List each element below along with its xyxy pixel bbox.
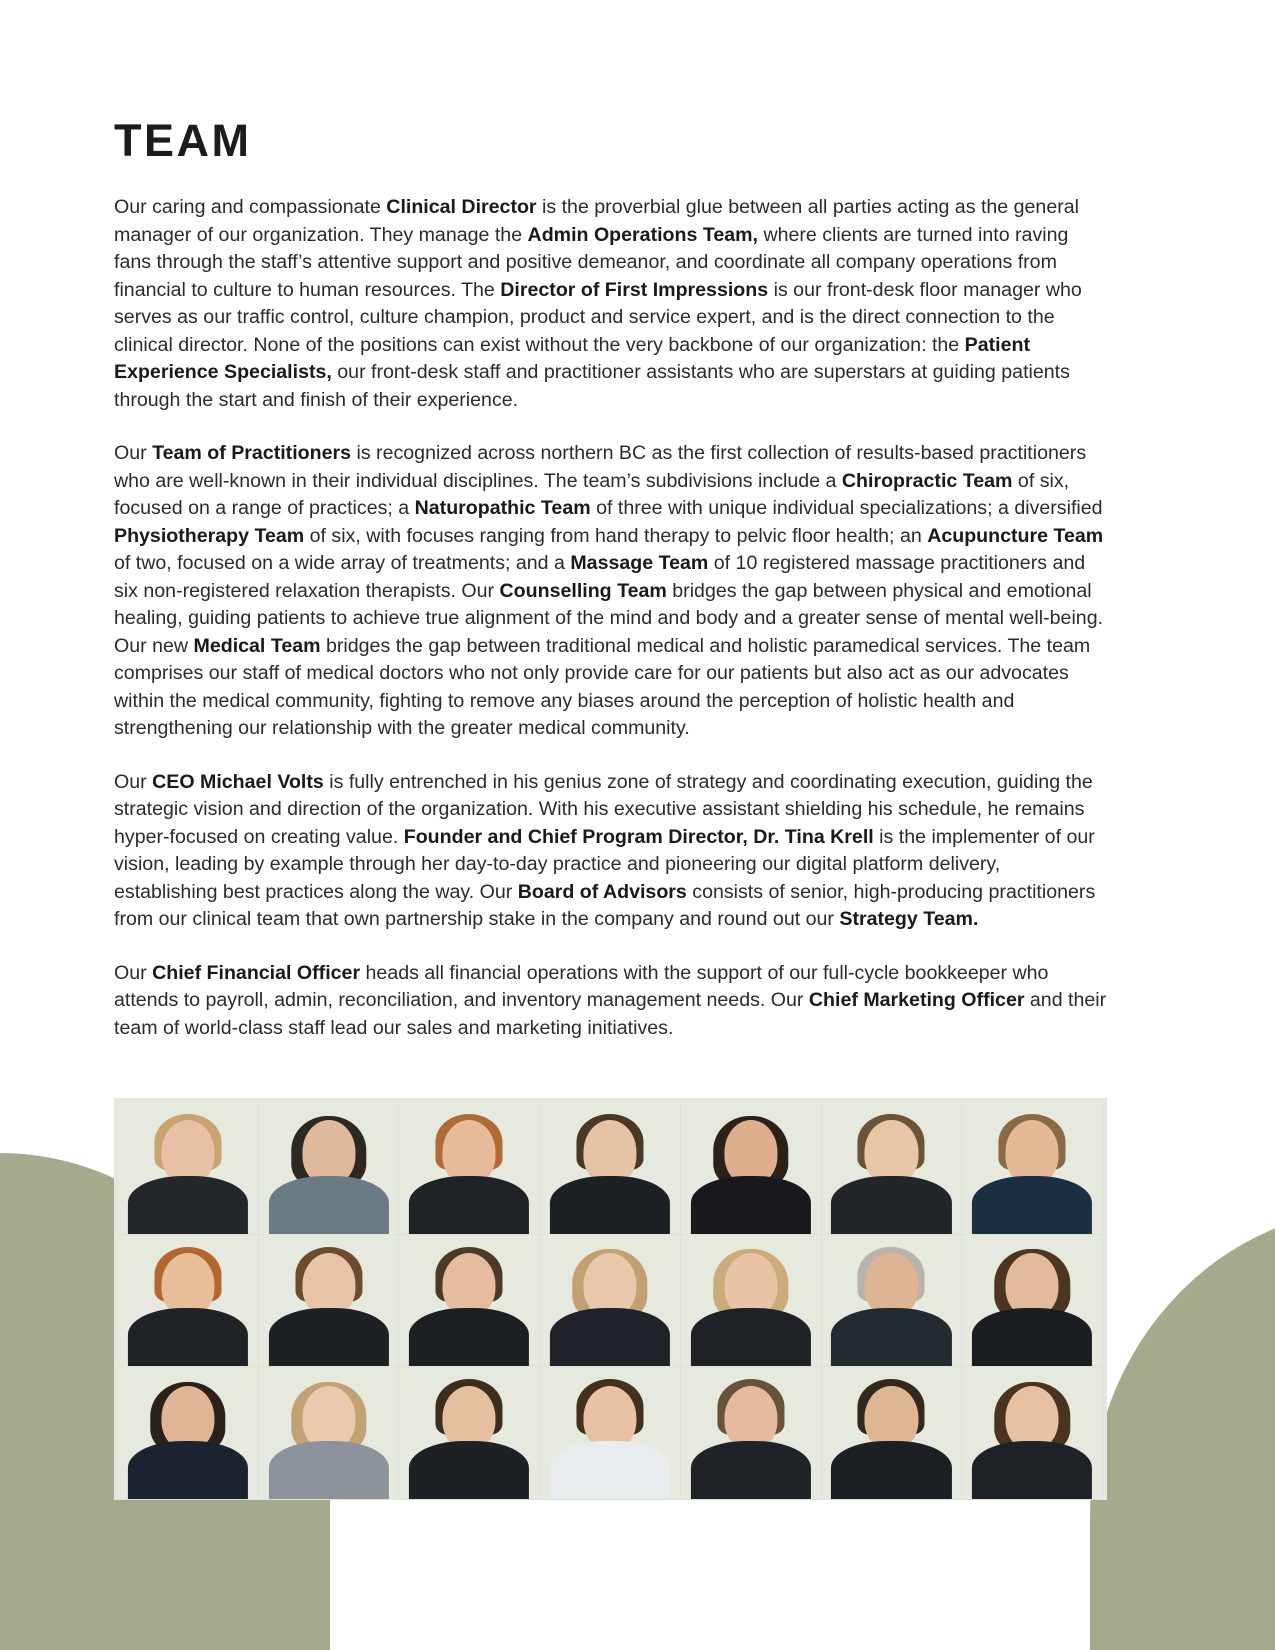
portrait-figure [259,1102,399,1234]
team-member-photo [259,1102,400,1235]
portrait-torso [972,1176,1092,1234]
team-member-photo [118,1235,259,1368]
portrait-torso [268,1176,388,1234]
portrait-figure [822,1102,962,1234]
portrait-torso [268,1441,388,1499]
portrait-figure [822,1367,962,1499]
team-member-photo [822,1367,963,1500]
portrait-torso [550,1176,670,1234]
portrait-figure [399,1235,539,1367]
portrait-torso [550,1308,670,1366]
team-member-photo [118,1102,259,1235]
team-photo-grid [118,1102,1103,1500]
portrait-torso [409,1441,529,1499]
paragraph-4: Our Chief Financial Officer heads all financial operations with the support of our full-cycle bookkeeper who attends to payroll, admin, reconciliation, and inventory management needs. Our Chief Marketing Officer and their team of world-class staff lead our sales and marketing initiatives. [114,961,1107,1039]
portrait-figure [822,1235,962,1367]
team-member-photo [962,1102,1103,1235]
portrait-figure [399,1102,539,1234]
portrait-torso [691,1308,811,1366]
team-member-photo [399,1102,540,1235]
paragraph-3: Our CEO Michael Volts is fully entrenched in his genius zone of strategy and coordinating execution, guiding the strategic vision and direction of the organization. With his executive assistant shielding his schedule, he remains hyper-focused on creating value. Founder and Chief Program Director, Dr. Tina Krell is the implementer of our vision, leading by example through her day-to-day practice and pioneering our digital platform delivery, establishing best practices along the way. Our Board of Advisors consists of senior, high-producing practitioners from our clinical team that own partnership stake in the company and round out our Strategy Team. [114,770,1096,930]
portrait-figure [962,1235,1102,1367]
team-member-photo [540,1235,681,1368]
portrait-figure [681,1235,821,1367]
team-member-photo [259,1235,400,1368]
portrait-torso [268,1308,388,1366]
portrait-figure [118,1235,258,1367]
team-member-photo [540,1102,681,1235]
portrait-torso [128,1308,248,1366]
portrait-figure [540,1102,680,1234]
team-member-photo [399,1367,540,1500]
portrait-torso [972,1308,1092,1366]
team-photo-panel [114,1098,1107,1500]
portrait-torso [128,1176,248,1234]
portrait-figure [681,1102,821,1234]
body-copy [114,194,1107,1042]
team-member-photo [399,1235,540,1368]
portrait-torso [691,1441,811,1499]
portrait-torso [550,1441,670,1499]
portrait-torso [831,1176,951,1234]
portrait-figure [540,1367,680,1499]
portrait-figure [259,1367,399,1499]
paragraph-2: Our Team of Practitioners is recognized across northern BC as the first collection of results-based practitioners who are well-known in their individual disciplines. The team’s subdivisions include a Chiropractic Team of six, focused on a range of practices; a Naturopathic Team of three with unique individual specializations; a diversified Physiotherapy Team of six, with focuses ranging from hand therapy to pelvic floor health; an Acupuncture Team of two, focused on a wide array of treatments; and a Massage Team of 10 registered massage practitioners and six non-registered relaxation therapists. Our Counselling Team bridges the gap between physical and emotional healing, guiding patients to achieve true alignment of the mind and body and a greater sense of mental well-being. Our new Medical Team bridges the gap between traditional medical and holistic paramedical services. The team comprises our staff of medical doctors who not only provide care for our patients but also act as our advocates within the medical community, fighting to remove any biases around the perception of holistic health and strengthening our relationship with the greater medical community. [114,442,1104,739]
portrait-torso [128,1441,248,1499]
team-member-photo [681,1235,822,1368]
portrait-figure [259,1235,399,1367]
team-member-photo [118,1367,259,1500]
portrait-torso [691,1176,811,1234]
team-member-photo [681,1367,822,1500]
decorative-shape-right [1090,1208,1275,1650]
portrait-torso [831,1308,951,1366]
portrait-figure [962,1102,1102,1234]
page-title: TEAM [114,115,252,166]
team-member-photo [962,1367,1103,1500]
portrait-figure [118,1102,258,1234]
team-member-photo [822,1235,963,1368]
portrait-torso [409,1308,529,1366]
portrait-torso [409,1176,529,1234]
team-member-photo [822,1102,963,1235]
portrait-figure [962,1367,1102,1499]
team-member-photo [259,1367,400,1500]
portrait-figure [118,1367,258,1499]
paragraph-1: Our caring and compassionate Clinical Director is the proverbial glue between all parties acting as the general manager of our organization. They manage the Admin Operations Team, where clients are turned into raving fans through the staff’s attentive support and positive demeanor, and coordinate all company operations from financial to culture to human resources. The Director of First Impressions is our front-desk floor manager who serves as our traffic control, culture champion, product and service expert, and is the direct connection to the clinical director. None of the positions can exist without the very backbone of our organization: the Patient Experience Specialists, our front-desk staff and practitioner assistants who are superstars at guiding patients through the start and finish of their experience. [114,196,1082,411]
portrait-figure [399,1367,539,1499]
team-member-photo [681,1102,822,1235]
portrait-figure [540,1235,680,1367]
portrait-figure [681,1367,821,1499]
team-member-photo [962,1235,1103,1368]
team-member-photo [540,1367,681,1500]
portrait-torso [831,1441,951,1499]
portrait-torso [972,1441,1092,1499]
